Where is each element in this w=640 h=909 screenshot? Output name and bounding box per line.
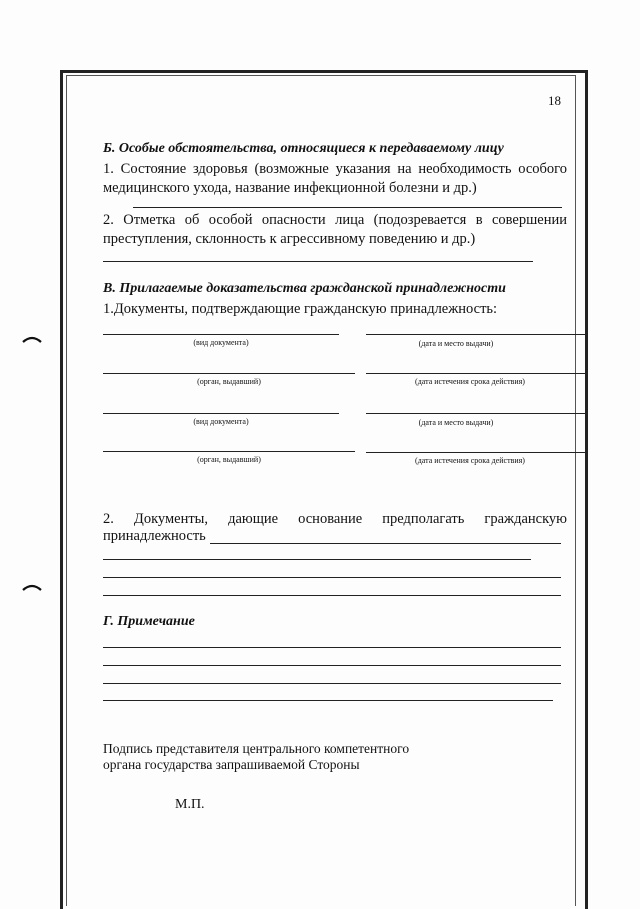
fill-line-expiry-1[interactable]	[366, 373, 588, 374]
page-number: 18	[548, 93, 561, 108]
section-b-item-1: 1. Состояние здоровья (возможные указания на необходимость особого медицинского ухода, название инфекционной болезни и др.)	[103, 161, 567, 196]
fill-line-basis-1[interactable]	[210, 543, 561, 544]
section-v-item-1: 1.Документы, подтверждающие гражданскую принадлежность:	[103, 301, 498, 317]
section-b-heading: Б. Особые обстоятельства, относящиеся к передаваемому лицу	[103, 141, 504, 156]
scan-mark	[22, 334, 42, 344]
caption-issue-2: (дата и место выдачи)	[418, 418, 494, 427]
section-v-heading: В. Прилагаемые доказательства гражданской принадлежности	[103, 281, 506, 296]
section-b-item-2: 2. Отметка об особой опасности лица (подозревается в совершении преступления, склонность к агрессивному поведению и др.)	[103, 212, 567, 247]
fill-line-doc-type-1[interactable]	[103, 334, 339, 335]
fill-line-basis-2[interactable]	[103, 559, 531, 560]
section-g-heading: Г. Примечание	[103, 614, 195, 629]
fill-line-danger[interactable]	[103, 261, 533, 262]
page-border-inner	[66, 75, 576, 906]
fill-line-health[interactable]	[133, 207, 562, 208]
section-v-item-2-line-1: 2. Документы, дающие основание предполагать гражданскую	[103, 511, 567, 527]
fill-line-note-4[interactable]	[103, 700, 553, 701]
fill-line-expiry-2[interactable]	[366, 452, 588, 453]
caption-issuer-1: (орган, выдавший)	[197, 377, 261, 386]
caption-issue-1: (дата и место выдачи)	[418, 339, 494, 348]
fill-line-note-1[interactable]	[103, 647, 561, 648]
fill-line-issue-2[interactable]	[366, 413, 588, 414]
caption-expiry-1: (дата истечения срока действия)	[415, 377, 525, 386]
fill-line-issuer-1[interactable]	[103, 373, 355, 374]
fill-line-basis-4[interactable]	[103, 595, 561, 596]
fill-line-basis-3[interactable]	[103, 577, 561, 578]
stamp-placeholder: М.П.	[175, 797, 205, 812]
fill-line-issue-1[interactable]	[366, 334, 588, 335]
caption-expiry-2: (дата истечения срока действия)	[415, 456, 525, 465]
caption-doc-type-1: (вид документа)	[193, 338, 249, 347]
fill-line-doc-type-2[interactable]	[103, 413, 339, 414]
signature-caption-line-1: Подпись представителя центрального компетентного	[103, 741, 410, 756]
caption-issuer-2: (орган, выдавший)	[197, 455, 261, 464]
fill-line-issuer-2[interactable]	[103, 451, 355, 452]
section-v-item-2-line-2: принадлежность	[103, 528, 206, 544]
caption-doc-type-2: (вид документа)	[193, 417, 249, 426]
fill-line-note-3[interactable]	[103, 683, 561, 684]
fill-line-note-2[interactable]	[103, 665, 561, 666]
scan-mark	[22, 582, 42, 592]
signature-caption-line-2: органа государства запрашиваемой Стороны	[103, 757, 360, 772]
